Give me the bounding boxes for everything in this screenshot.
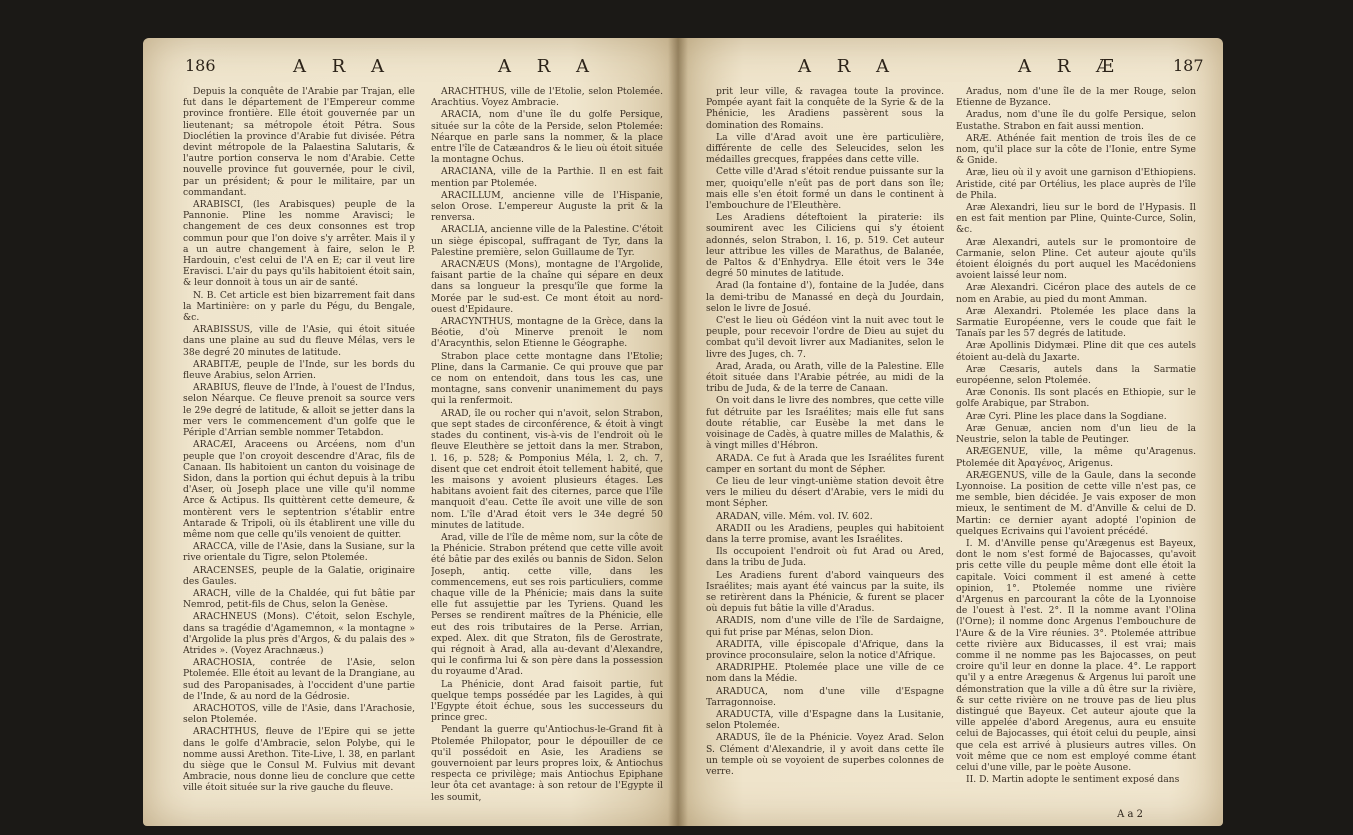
entry-paragraph: ARABISCI, (les Arabisques) peuple de la Pannonie. Pline les nomme Aravisci; le changement de ces deux consonnes est trop commun pour que l'on doive s'y arrêter. Mais il y a un autre changement à faire, selon le P. Hardouin, c'est celui de l'A en E; car il veut lire Eravisci. L'air du pays qu'ils habitoient étoit sain, & leur donnoit à tous un air de santé.: [183, 199, 415, 289]
text-column: [183, 86, 415, 808]
entry-paragraph: Pendant la guerre qu'Antiochus-le-Grand fit à Ptolemée Philopator, pour le dépouiller de ce qu'il possédoit en Asie, les Aradiens se gouvernoient par leurs propres loix, & Antiochus respecta ce privilège; mais Antiochus Epiphane leur ôta cet avantage: à son retour de l'Egypte il les soumit,: [431, 724, 663, 803]
book-gutter: [668, 38, 688, 826]
right-page-header: [678, 56, 1223, 86]
entry-paragraph: Aradus, nom d'une île de la mer Rouge, selon Etienne de Byzance.: [956, 86, 1196, 109]
entry-paragraph: ARÆGENUE, ville, la même qu'Aragenus. Ptolemée dit Ἀραγένος, Arigenus.: [956, 446, 1196, 469]
page-number: 186: [185, 56, 216, 75]
entry-paragraph: C'est le lieu où Gédéon vint la nuit avec tout le peuple, pour recevoir l'ordre de Dieu au sujet du combat qu'il devoit livrer aux Madianites, selon le livre des Juges, ch. 7.: [706, 315, 944, 360]
text-column: [706, 86, 944, 808]
entry-paragraph: La ville d'Arad avoit une ère particulière, différente de celle des Seleucides, selon les médailles grecques, frappées dans cette ville.: [706, 131, 944, 166]
entry-paragraph: ARACENSES, peuple de la Galatie, originaire des Gaules.: [183, 564, 415, 587]
entry-paragraph: ARADRIPHE. Ptolemée place une ville de ce nom dans la Médie.: [706, 662, 944, 685]
entry-paragraph: Aræ Genuæ, ancien nom d'un lieu de la Neustrie, selon la table de Peutinger.: [956, 422, 1196, 446]
entry-paragraph: Aræ Alexandri, lieu sur le bord de l'Hypasis. Il en est fait mention par Pline, Quinte-Curce, Solin, &c.: [956, 202, 1196, 236]
entry-paragraph: Les Aradiens furent d'abord vainqueurs des Israélites; mais ayant été vaincus par la suite, ils se retirèrent dans la Phénicie, & furent se placer où depuis fut bâtie la ville d'Aradus.: [706, 569, 944, 615]
entry-paragraph: ARADITA, ville épiscopale d'Afrique, dans la province proconsulaire, selon la notice d'Afrique.: [706, 638, 944, 661]
entry-paragraph: ARABISSUS, ville de l'Asie, qui étoit située dans une plaine au sud du fleuve Mélas, vers le 38e degré 20 minutes de latitude.: [183, 324, 415, 358]
entry-paragraph: ARACCA, ville de l'Asie, dans la Susiane, sur la rive orientale du Tigre, selon Ptolemée.: [183, 541, 415, 564]
entry-paragraph: Aræ Cyri. Pline les place dans la Sogdiane.: [966, 410, 1167, 422]
text-column: [431, 86, 663, 808]
entry-paragraph: ARABITÆ, peuple de l'Inde, sur les bords du fleuve Arabius, selon Arrien.: [183, 358, 415, 382]
entry-paragraph: Aræ Cononis. Ils sont placés en Ethiopie, sur le golfe Arabique, par Strabon.: [956, 387, 1196, 410]
entry-paragraph: Arad (la fontaine d'), fontaine de la Judée, dans la demi-tribu de Manassé en deçà du Jourdain, selon le livre de Josué.: [706, 280, 944, 314]
entry-paragraph: ARACNÆUS (Mons), montagne de l'Argolide, faisant partie de la chaîne qui sépare en deux dans sa longueur la presqu'île que forme la Morée par le sud-est. Ce mont étoit au nord-ouest d'Epidaure.: [431, 259, 663, 315]
entry-paragraph: ARACILLUM, ancienne ville de l'Hispanie, selon Orose. L'empereur Auguste la prit & la renversa.: [431, 189, 663, 224]
entry-paragraph: Aræ Alexandri, autels sur le promontoire de Carmanie, selon Pline. Cet auteur ajoute qu'ils étoient éloignés du port auquel les Macédoniens avoient laissé leur nom.: [956, 236, 1196, 282]
entry-paragraph: ARACHTHUS, fleuve de l'Epire qui se jette dans le golfe d'Ambracie, selon Polybe, qui le nomme aussi Arethon. Tite-Live, l. 38, en parlant du siège que le Consul M. Fulvius mit devant Ambracie, nous donne lieu de conclure que cette ville étoit située sur la rive gauche du fleuve.: [183, 726, 415, 794]
text-column: [956, 86, 1196, 808]
entry-paragraph: I. M. d'Anville pense qu'Arægenus est Bayeux, dont le nom s'est formé de Bajocasses, qu'avoit pris cette ville du peuple même dont elle étoit la capitale. Voici comment il est amené à cette opinion, 1°. Ptolemée nomme une rivière d'Argenus en parcourant la côte de la Lyonnoise de l'ouest à l'est. 2°. Il la nomme avant l'Olina (l'Orne); il nomme donc Argenus l'embouchure de l'Aure & de la Vire réunies. 3°. Ptolemée attribue cette rivière aux Biducasses, il est vrai; mais comme il ne nomme pas les Bajocasses, on peut croire qu'il leur en donne la place. 4°. Le rapport qu'il y a entre Arægenus & Argenus lui paroît une démonstration que la ville a dû être sur la rivière, & sur cette rivière on ne trouve pas de lieu plus distingué que Bayeux. Cet auteur ajoute que la ville appelée d'abord Aregenus, aura eu ensuite celui de Bajocasses, qui étoit celui du peuple, ainsi que cela est arrivé à plusieurs autres villes. On voit même que ce nom est employé comme étant celui d'une ville, par le poète Ausone.: [956, 537, 1196, 773]
left-page-header: [143, 56, 678, 86]
entry-paragraph: ARACÆI, Araceens ou Arcéens, nom d'un peuple que l'on croyoit descendre d'Arac, fils de Canaan. Ils habitoient un canton du voisinage de Sidon, dans la portion qui échut depuis à la tribu d'Aser, où Joseph place une ville qu'il nomme Arce & Actipus. Ils quittèrent cette demeure, & montèrent vers le septentrion s'établir entre Antarade & Tripoli, où ils établirent une ville du même nom que celle qu'ils venoient de quitter.: [183, 439, 415, 540]
entry-paragraph: ARADII ou les Aradiens, peuples qui habitoient dans la terre promise, avant les Israélites.: [706, 522, 944, 545]
entry-paragraph: prit leur ville, & ravagea toute la province. Pompée ayant fait la conquête de la Syrie & de la Phénicie, les Aradiens passèrent sous la domination des Romains.: [706, 86, 944, 131]
entry-paragraph: Aradus, nom d'une île du golfe Persique, selon Eustathe. Strabon en fait aussi mention.: [956, 109, 1196, 132]
entry-paragraph: ARADA. Ce fut à Arada que les Israélites furent camper en sortant du mont de Sépher.: [706, 452, 944, 475]
right-page: [678, 38, 1223, 826]
running-head: A R Æ: [1018, 56, 1125, 77]
entry-paragraph: ARADUCA, nom d'une ville d'Espagne Tarragonnoise.: [706, 685, 944, 708]
entry-paragraph: II. D. Martin adopte le sentiment exposé dans: [966, 774, 1180, 786]
entry-paragraph: Arad, Arada, ou Arath, ville de la Palestine. Elle étoit située dans l'Arabie pétrée, au midi de la tribu de Juda, & de la terre de Canaan.: [706, 360, 944, 395]
entry-paragraph: Depuis la conquête de l'Arabie par Trajan, elle fut dans le département de l'Empereur comme province frontière. Elle étoit gouvernée par un lieutenant; sa métropole étoit Pétra. Sous Dioclétien la province d'Arabie fut divisée. Pétra devint métropole de la Palaestina Salutaris, & l'autre portion conserva le nom d'Arabie. Cette nouvelle province fut gouvernée, pour le civil, par un président; & pour le militaire, par un commandant.: [183, 86, 415, 198]
entry-paragraph: ARACH, ville de la Chaldée, qui fut bâtie par Nemrod, petit-fils de Chus, selon la Genèse.: [183, 587, 415, 611]
entry-paragraph: ARADUCTA, ville d'Espagne dans la Lusitanie, selon Ptolemée.: [706, 708, 944, 732]
entry-paragraph: ARACIANA, ville de la Parthie. Il en est fait mention par Ptolemée.: [431, 166, 663, 189]
book-spread: [8, 8, 1345, 827]
entry-paragraph: Ils occupoient l'endroit où fut Arad ou Ared, dans la tribu de Juda.: [706, 546, 944, 569]
entry-paragraph: N. B. Cet article est bien bizarrement fait dans la Martinière: on y parle du Pégu, du Bengale, &c.: [183, 289, 415, 324]
entry-paragraph: ARÆ. Athénée fait mention de trois îles de ce nom, qu'il place sur la côte de l'Ionie, entre Syme & Gnide.: [956, 132, 1196, 167]
entry-paragraph: Strabon place cette montagne dans l'Etolie; Pline, dans la Carmanie. Ce qui prouve que par ce nom on entendoit, dans tous les cas, une montagne, sans convenir unanimement du pays qui la renfermoit.: [431, 350, 663, 407]
entry-paragraph: ARACHOSIA, contrée de l'Asie, selon Ptolemée. Elle étoit au levant de la Drangiane, au sud des Paropanisades, à l'occident d'une partie de l'Inde, & au nord de la Gédrosie.: [183, 657, 415, 702]
entry-paragraph: ARADIS, nom d'une ville de l'île de Sardaigne, qui fut prise par Ménas, selon Dion.: [706, 615, 944, 638]
running-head: A R A: [293, 56, 394, 77]
entry-paragraph: ARADAN, ville. Mém. vol. IV. 602.: [716, 510, 873, 522]
entry-paragraph: ARAD, île ou rocher qui n'avoit, selon Strabon, que sept stades de circonférence, & étoit à vingt stades du continent, vis-à-vis de l'endroit où le fleuve Eleuthère se jettoit dans la mer. Strabon, l. 16, p. 528; & Pomponius Méla, l. 2, ch. 7, disent que cet endroit étoit tellement habité, que les maisons y avoient plusieurs étages. Les habitans avoient fait des citernes, parce que l'île manquoit d'eau. Cette île avoit une ville de son nom. L'île d'Arad étoit vers le 34e degré 50 minutes de latitude.: [431, 407, 663, 531]
entry-paragraph: ARABIUS, fleuve de l'Inde, à l'ouest de l'Indus, selon Néarque. Ce fleuve prenoit sa source vers le 29e degré de latitude, & alloit se jetter dans la mer vers le commencement d'un golfe que le Périple d'Arrian semble nommer Tetabdon.: [183, 382, 415, 439]
entry-paragraph: Aræ, lieu où il y avoit une garnison d'Ethiopiens. Aristide, cité par Ortélius, les place auprès de l'île de Phila.: [956, 167, 1196, 201]
entry-paragraph: ARACHNEUS (Mons). C'étoit, selon Eschyle, dans sa tragédie d'Agamemnon, « la montagne » d'Argolide la plus près d'Argos, & du palais des » Atrides ». (Voyez Arachnæus.): [183, 611, 415, 656]
entry-paragraph: Arad, ville de l'île de même nom, sur la côte de la Phénicie. Strabon prétend que cette ville avoit été bâtie par des exilés ou bannis de Sidon. Selon Joseph, antiq. cette ville, dans les commencemens, eut ses rois particuliers, comme chaque ville de la Phénicie; mais dans la suite elle fut assujettie par les Tyriens. Quand les Perses se rendirent maîtres de la Phénicie, elle eut des rois tributaires de la Perse. Arrian, exped. Alex. dit que Straton, fils de Gerostrate, qui régnoit à Arad, alla au-devant d'Alexandre, qui le confirma lui & son père dans la possession du royaume d'Arad.: [431, 531, 663, 678]
entry-paragraph: ARACHOTOS, ville de l'Asie, dans l'Arachosie, selon Ptolemée.: [183, 702, 415, 726]
running-head: A R A: [798, 56, 899, 77]
entry-paragraph: La Phénicie, dont Arad faisoit partie, fut quelque temps possédée par les Lagides, à qui l'Egypte étoit échue, sous les successeurs du prince grec.: [431, 678, 663, 724]
running-head: A R A: [498, 56, 599, 77]
entry-paragraph: ARACLIA, ancienne ville de la Palestine. C'étoit un siège épiscopal, suffragant de Tyr, dans la Palestine première, selon Guillaume de Tyr.: [431, 224, 663, 258]
entry-paragraph: Ce lieu de leur vingt-unième station devoit être vers le milieu du désert d'Arabie, vers le midi du mont Sépher.: [706, 475, 944, 510]
entry-paragraph: Aræ Alexandri. Cicéron place des autels de ce nom en Arabie, au pied du mont Amman.: [956, 282, 1196, 305]
entry-paragraph: On voit dans le livre des nombres, que cette ville fut détruite par les Israélites; mais elle fut sans doute rétablie, car Eusèbe la met dans le voisinage de Cadès, à quatre milles de Malathis, & à vingt milles d'Hébron.: [706, 395, 944, 452]
left-page: [143, 38, 678, 826]
entry-paragraph: Aræ Alexandri. Ptolemée les place dans la Sarmatie Européenne, vers le coude que fait le Tanaïs par les 57 degrés de latitude.: [956, 305, 1196, 340]
entry-paragraph: Cette ville d'Arad s'étoit rendue puissante sur la mer, quoiqu'elle n'eût pas de port dans son île; mais elle s'en étoit formé un dans le continent à l'embouchure de l'Eleuthère.: [706, 166, 944, 212]
entry-paragraph: Aræ Cæsaris, autels dans la Sarmatie européenne, selon Ptolemée.: [956, 363, 1196, 387]
entry-paragraph: Aræ Apollinis Didymæi. Pline dit que ces autels étoient au-delà du Jaxarte.: [956, 340, 1196, 363]
page-number: 187: [1173, 56, 1204, 75]
entry-paragraph: ARÆGENUS, ville de la Gaule, dans la seconde Lyonnoise. La position de cette ville n'est pas, ce me semble, bien décidée. Je vais exposer de mon mieux, le sentiment de M. d'Anville & celui de D. Martin: ce dernier ayant adopté l'opinion de quelques Ecrivains qui l'avoient précédé.: [956, 469, 1196, 537]
entry-paragraph: Les Aradiens déteftoient la piraterie: ils soumirent avec les Ciliciens qui s'y étoient adonnés, selon Strabon, l. 16, p. 519. Cet auteur leur attribue les villes de Marathus, de Balanée, de Paltos & d'Enhydrya. Elle étoit vers le 34e degré 50 minutes de latitude.: [706, 212, 944, 280]
entry-paragraph: ARADUS, île de la Phénicie. Voyez Arad. Selon S. Clément d'Alexandrie, il y avoit dans cette île un temple où se voyoient de superbes colonnes de verre.: [706, 732, 944, 777]
entry-paragraph: ARACHTHUS, ville de l'Etolie, selon Ptolemée. Arachtius. Voyez Ambracie.: [431, 86, 663, 109]
entry-paragraph: ARACIA, nom d'une île du golfe Persique, située sur la côte de la Perside, selon Ptolemée: Néarque en parle sans la nommer, & la place entre l'île de Catæandros & le lieu où étoit située la montagne Ochus.: [431, 109, 663, 166]
entry-paragraph: ARACYNTHUS, montagne de la Grèce, dans la Béotie, d'où Minerve prenoit le nom d'Aracynthis, selon Etienne le Géographe.: [431, 316, 663, 350]
signature-mark: A a 2: [1117, 809, 1143, 820]
